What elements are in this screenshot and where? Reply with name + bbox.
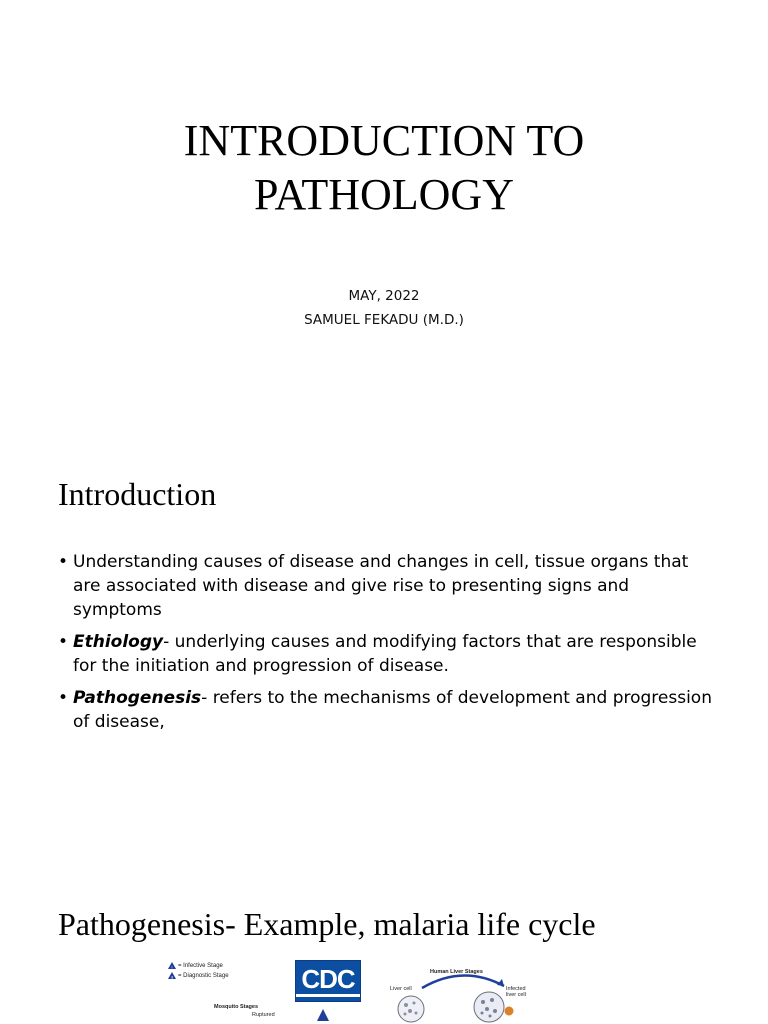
title-slide <box>0 0 768 432</box>
bullet-text: - underlying causes and modifying factors that are responsible for the initiation and progression of disease. <box>73 632 697 676</box>
introduction-slide <box>0 432 768 864</box>
malaria-life-cycle-figure <box>168 960 528 1024</box>
human-liver-stages-label: Human Liver Stages <box>430 969 483 975</box>
bullet-item <box>58 550 718 622</box>
mosquito-stages-label: Mosquito Stages <box>214 1004 259 1010</box>
bullet-term: Ethiology <box>73 632 164 652</box>
presentation-title <box>0 114 768 222</box>
bullet-list <box>58 550 718 742</box>
bullet-item <box>58 630 718 678</box>
ruptured-label: Ruptured <box>252 1012 275 1018</box>
bullet-text: - refers to the mechanisms of development and progression of disease, <box>73 688 712 732</box>
liver-stage-arrow-icon <box>418 970 508 990</box>
svg-text:d: d <box>170 974 174 979</box>
subtitle-block <box>0 284 768 332</box>
bullet-item <box>58 686 718 734</box>
bullet-term: Pathogenesis <box>73 688 202 708</box>
slide-heading: Pathogenesis- Example, malaria life cycle <box>58 906 596 942</box>
cdc-logo <box>295 960 361 1002</box>
liver-cell-label: Liver cell <box>390 986 412 992</box>
legend-infective <box>168 962 223 969</box>
pathogenesis-slide <box>0 864 768 1024</box>
diagnostic-stage-triangle-icon <box>168 972 176 979</box>
infected-liver-cell-icon <box>472 990 506 1024</box>
legend-diagnostic-label: = Diagnostic Stage <box>178 972 229 979</box>
cdc-logo-stripe <box>296 994 360 997</box>
cdc-logo-text: CDC <box>301 964 355 994</box>
presentation-date: MAY, 2022 <box>348 288 420 304</box>
infected-liver-cell-label: Infected liver cell <box>506 986 526 998</box>
infective-stage-triangle-icon <box>168 962 176 969</box>
stage-number-badge-icon <box>504 1006 514 1016</box>
liver-cell-icon <box>396 994 426 1024</box>
mosquito-stage-triangle-icon <box>316 1008 330 1022</box>
bullet-text: Understanding causes of disease and changes in cell, tissue organs that are associated with disease and give rise to presenting signs and symptoms <box>73 552 689 620</box>
title-line-1: INTRODUCTION TO <box>183 116 585 165</box>
slide-heading: Introduction <box>58 476 217 512</box>
svg-text:i: i <box>171 964 173 969</box>
legend-diagnostic <box>168 972 229 979</box>
title-line-2: PATHOLOGY <box>254 170 514 219</box>
legend-infective-label: = Infective Stage <box>178 962 223 969</box>
presentation-author: SAMUEL FEKADU (M.D.) <box>304 312 464 328</box>
